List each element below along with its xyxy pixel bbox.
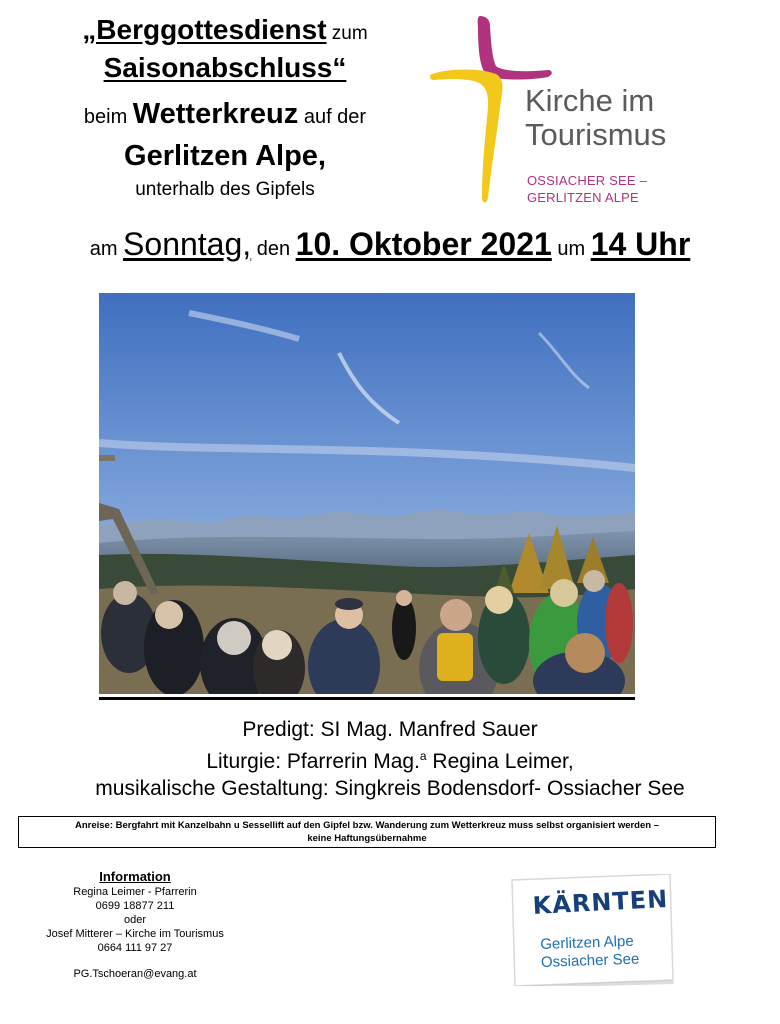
credit-liturgie-text: Liturgie: Pfarrerin Mag. — [206, 750, 420, 773]
info-oder: oder — [123, 914, 147, 926]
logo-name-line-2: Tourismus — [525, 117, 667, 152]
badge-region-line-2: Ossiacher See — [540, 950, 640, 971]
title-line-2 — [20, 48, 430, 88]
date-um: um — [551, 238, 591, 260]
kirche-im-tourismus-logo — [430, 12, 760, 212]
title-unterhalb: unterhalb des Gipfels — [135, 179, 315, 200]
title-zum: zum — [326, 23, 368, 44]
info-email: PG.Tschoeran@evang.at — [73, 968, 197, 980]
badge-region-line-1: Gerlitzen Alpe — [540, 932, 634, 953]
logo-region-line-1: OSSIACHER SEE – — [527, 173, 648, 188]
info-contact-2-phone: 0664 111 97 27 — [97, 942, 173, 954]
credit-musik: musikalische Gestaltung: Singkreis Bodensdorf- Ossiacher See — [95, 777, 685, 800]
info-contact-2-name: Josef Mitterer – Kirche im Tourismus — [46, 928, 224, 940]
service-credits — [0, 716, 780, 802]
title-line-1 — [20, 12, 430, 48]
mountain-crowd-photo — [99, 293, 635, 694]
title-auf-der: auf der — [298, 106, 367, 128]
badge-brand: KÄRNTEN — [532, 884, 669, 920]
photo-underline — [99, 697, 635, 700]
logo-region — [527, 172, 647, 206]
arrival-notice-box — [18, 816, 716, 848]
title-saisonabschluss: Saisonabschluss“ — [103, 52, 347, 83]
info-contact-1-phone: 0699 18877 211 — [95, 900, 175, 912]
notice-line-1: Anreise: Bergfahrt mit Kanzelbahn u Sessellift auf den Gipfel bzw. Wanderung zum Wetterkreuz muss selbst organisiert werden – — [74, 820, 659, 831]
title-berggottesdienst: „Berggottesdienst — [82, 14, 327, 45]
title-wetterkreuz: Wetterkreuz — [132, 98, 299, 130]
title-beim: beim — [83, 106, 133, 128]
logo-region-line-2: GERLITZEN ALPE — [527, 190, 639, 205]
date-den: den — [251, 238, 296, 260]
credit-liturgie-name: Regina Leimer, — [426, 750, 574, 773]
credit-liturgie-sup: a — [419, 749, 427, 763]
kaernten-badge — [510, 874, 675, 986]
event-date-line — [0, 226, 780, 263]
logo-name-line-1: Kirche im — [525, 83, 655, 118]
contact-info — [30, 868, 240, 981]
date-am: am — [89, 238, 124, 260]
credit-liturgie — [0, 743, 780, 775]
event-title-block — [20, 12, 430, 204]
logo-name — [525, 84, 666, 152]
credit-predigt: Predigt: SI Mag. Manfred Sauer — [242, 718, 538, 741]
date-value: 10. Oktober 2021 — [295, 226, 552, 262]
notice-line-2: keine Haftungsübernahme — [307, 833, 427, 844]
title-gerlitzen-alpe: Gerlitzen Alpe, — [124, 140, 326, 172]
date-time: 14 Uhr — [590, 226, 691, 262]
info-contact-1-name: Regina Leimer - Pfarrerin — [73, 886, 197, 898]
info-heading: Information — [99, 869, 171, 884]
badge-region — [540, 933, 640, 972]
title-line-3 — [20, 92, 430, 136]
date-day: Sonntag, — [123, 226, 252, 262]
event-photo — [99, 293, 635, 694]
